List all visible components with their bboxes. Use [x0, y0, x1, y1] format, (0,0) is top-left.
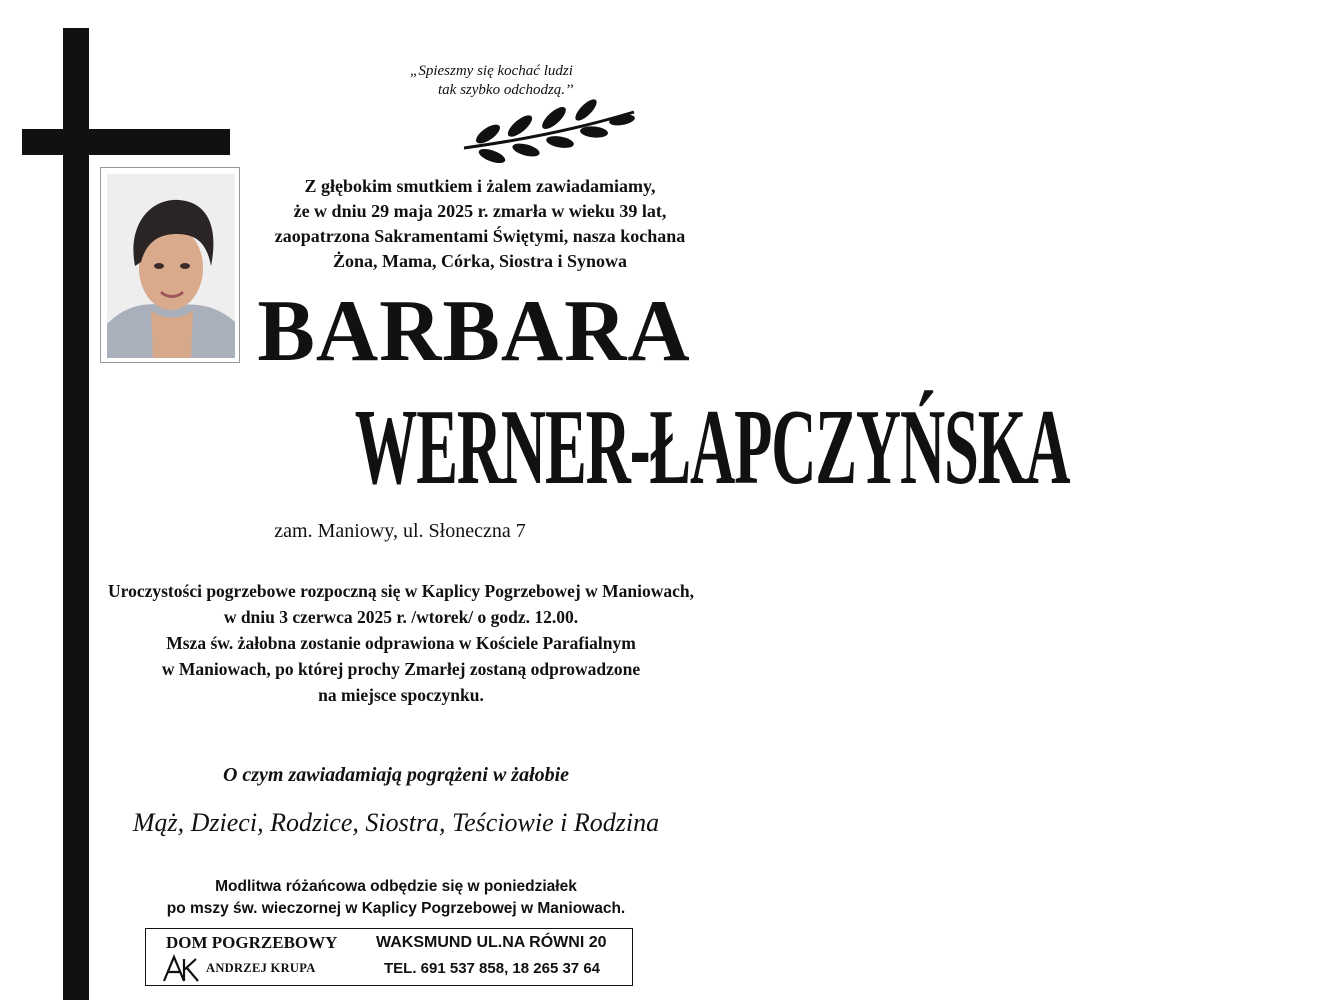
funeral-home-name: DOM POGRZEBOWY — [166, 933, 338, 952]
ak-monogram-icon — [160, 953, 200, 983]
deceased-address: zam. Maniowy, ul. Słoneczna 7 — [274, 520, 526, 542]
funeral-home-address: WAKSMUND UL.NA RÓWNI 20 — [376, 934, 607, 951]
ceremony-line-5: na miejsce spoczynku. — [318, 685, 484, 705]
quote-line-2: tak szybko odchodzą.’’ — [438, 82, 574, 98]
mourners-lead: O czym zawiadamiają pogrążeni w żałobie — [222, 764, 570, 786]
funeral-ceremony-details — [96, 578, 706, 708]
ceremony-line-1: Uroczystości pogrzebowe rozpoczną się w Kaplicy Pogrzebowej w Maniowach, — [108, 581, 694, 601]
mourners-family: Mąż, Dzieci, Rodzice, Siostra, Teściowie i Rodzina — [132, 808, 660, 837]
portrait-frame — [100, 167, 240, 363]
rosary-line-2: po mszy św. wieczornej w Kaplicy Pogrzebowej w Maniowach. — [166, 900, 626, 917]
cross-vertical-bar — [63, 28, 89, 1000]
deceased-first-name: BARBARA — [257, 283, 691, 380]
ceremony-line-2: w dniu 3 czerwca 2025 r. /wtorek/ o godz. 12.00. — [223, 607, 579, 627]
cross-horizontal-bar — [22, 129, 230, 155]
portrait-photo — [107, 174, 233, 356]
quote-line-1: „Spieszmy się kochać ludzi — [410, 63, 573, 79]
memorial-quote — [410, 62, 670, 100]
deceased-last-name — [96, 388, 1070, 507]
intro-line-4: Żona, Mama, Córka, Siostra i Synowa — [332, 251, 628, 271]
intro-line-1: Z głębokim smutkiem i żalem zawiadamiamy, — [304, 176, 656, 196]
intro-line-3: zaopatrzona Sakramentami Świętymi, nasza kochana — [274, 226, 686, 246]
ceremony-line-3: Msza św. żałobna zostanie odprawiona w Kościele Parafialnym — [166, 633, 636, 653]
announcement-intro — [250, 174, 710, 274]
deceased-last-name-text: WERNER-ŁAPCZYŃSKA — [354, 388, 1070, 507]
rosary-line-1: Modlitwa różańcowa odbędzie się w poniedziałek — [215, 878, 577, 895]
funeral-home-owner: ANDRZEJ KRUPA — [206, 961, 316, 975]
intro-line-2: że w dniu 29 maja 2025 r. zmarła w wieku 39 lat, — [293, 201, 667, 221]
funeral-home-phone: TEL. 691 537 858, 18 265 37 64 — [384, 960, 600, 977]
funeral-home-box — [145, 928, 633, 986]
olive-branch-icon — [458, 98, 638, 162]
rosary-notice — [96, 876, 696, 920]
ceremony-line-4: w Maniowach, po której prochy Zmarłej zostaną odprowadzone — [161, 659, 641, 679]
